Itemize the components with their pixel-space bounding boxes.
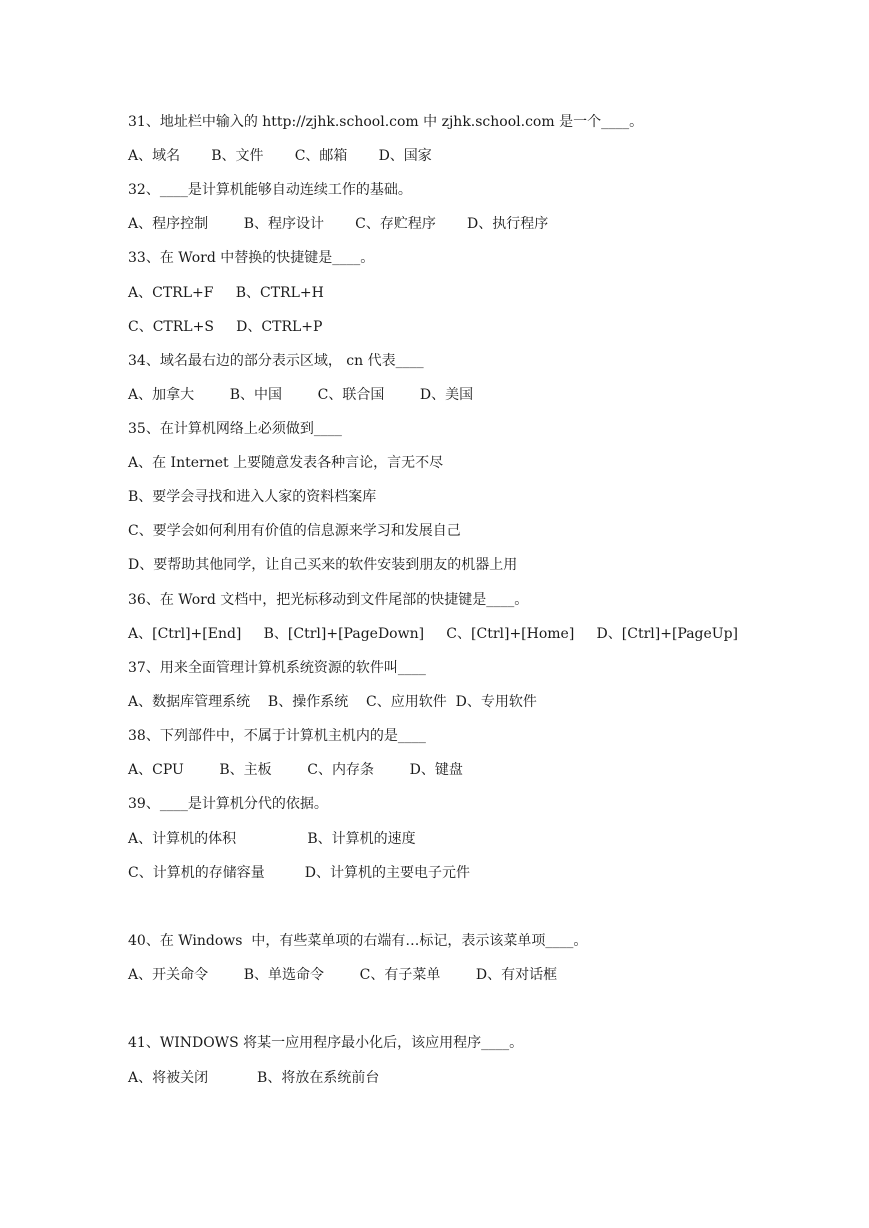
options-39-line1: A、计算机的体积 B、计算机的速度 [128,831,416,847]
option-35-d: D、要帮助其他同学，让自己买来的软件安装到朋友的机器上用 [128,557,518,573]
options-32: A、程序控制 B、程序设计 C、存贮程序 D、执行程序 [128,216,549,232]
question-36: 36、在 Word 文档中，把光标移动到文件尾部的快捷键是____。 [128,592,529,608]
options-41: A、将被关闭 B、将放在系统前台 [128,1070,380,1086]
question-31: 31、地址栏中输入的 http://zjhk.school.com 中 zjhk.school.com 是一个____。 [128,114,644,130]
question-33: 33、在 Word 中替换的快捷键是____。 [128,250,375,266]
option-35-b: B、要学会寻找和进入人家的资料档案库 [128,489,377,505]
options-40: A、开关命令 B、单选命令 C、有子菜单 D、有对话框 [128,967,558,983]
options-36: A、[Ctrl]+[End] B、[Ctrl]+[PageDown] C、[Ctrl]+[Home] D、[Ctrl]+[PageUp] [128,626,739,642]
question-39: 39、____是计算机分代的依据。 [128,796,328,812]
question-40: 40、在 Windows 中，有些菜单项的右端有…标记，表示该菜单项____。 [128,933,588,949]
option-35-c: C、要学会如何利用有价值的信息源来学习和发展自己 [128,523,461,539]
question-38: 38、下列部件中，不属于计算机主机内的是____ [128,728,426,744]
options-37: A、数据库管理系统 B、操作系统 C、应用软件 D、专用软件 [128,694,537,710]
options-31: A、域名 B、文件 C、邮箱 D、国家 [128,148,432,164]
question-34: 34、域名最右边的部分表示区域， cn 代表____ [128,353,424,369]
options-33-line2: C、CTRL+S D、CTRL+P [128,319,323,335]
option-35-a: A、在 Internet 上要随意发表各种言论，言无不尽 [128,455,444,471]
question-35: 35、在计算机网络上必须做到____ [128,421,342,437]
question-32: 32、____是计算机能够自动连续工作的基础。 [128,182,412,198]
options-34: A、加拿大 B、中国 C、联合国 D、美国 [128,387,474,403]
question-37: 37、用来全面管理计算机系统资源的软件叫____ [128,660,426,676]
options-38: A、CPU B、主板 C、内存条 D、键盘 [128,762,463,778]
options-33-line1: A、CTRL+F B、CTRL+H [128,285,324,301]
question-41: 41、WINDOWS 将某一应用程序最小化后，该应用程序____。 [128,1035,524,1051]
options-39-line2: C、计算机的存储容量 D、计算机的主要电子元件 [128,865,470,881]
